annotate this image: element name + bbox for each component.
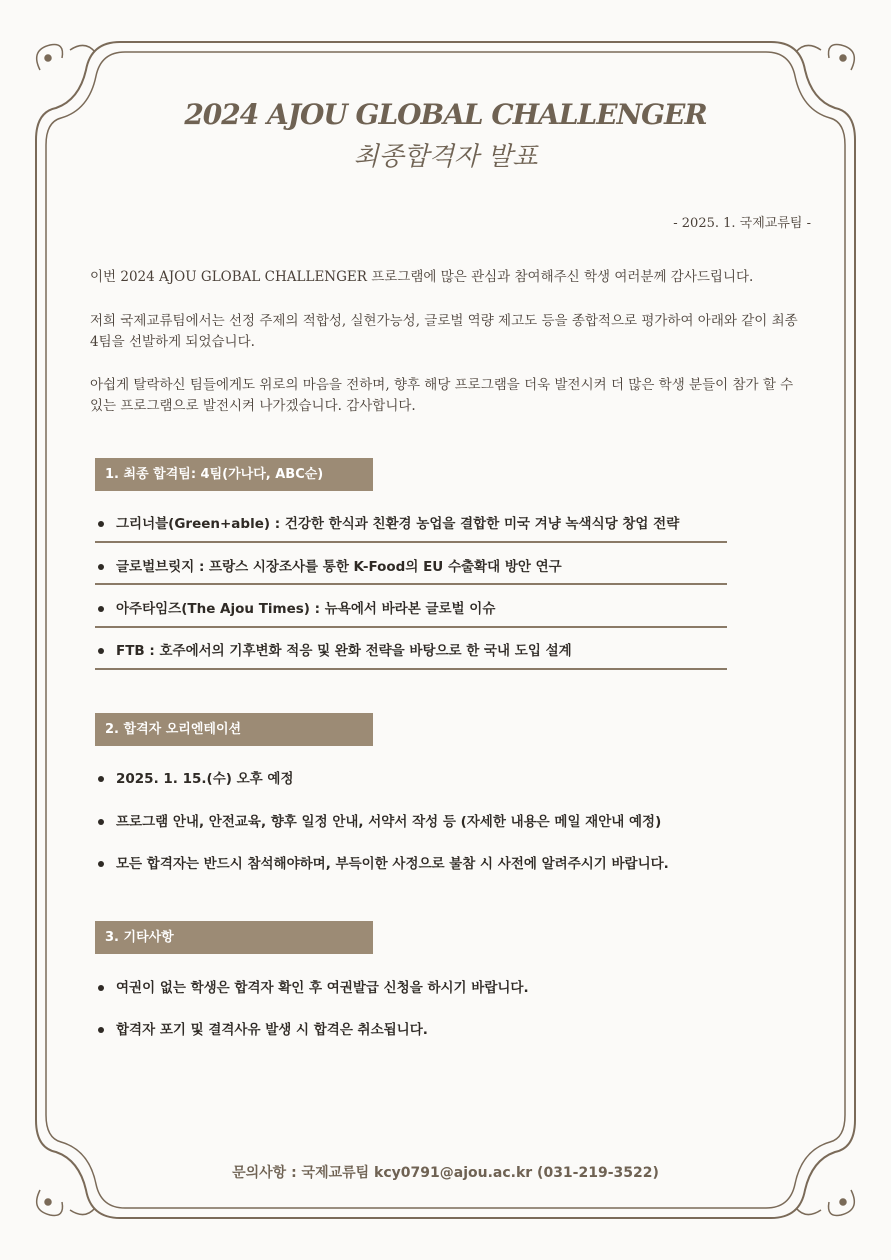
- bullet-icon: [98, 564, 104, 570]
- bullet-icon: [98, 1027, 104, 1033]
- title-korean: 최종합격자 발표: [353, 142, 538, 172]
- bullet-icon: [98, 776, 104, 782]
- divider: [95, 626, 727, 628]
- dateline: - 2025. 1. 국제교류팀 -: [673, 216, 811, 231]
- intro-paragraph-3: 아쉽게 탈락하신 팀들에게도 위로의 마음을 전하며, 향후 해당 프로그램을 더욱 발전시켜 더 많은 학생 분들이 참가 할 수 있는 프로그램으로 발전시켜 나가겠습니다. 감사합니다.: [90, 377, 794, 414]
- list-item: 합격자 포기 및 결격사유 발생 시 합격은 취소됩니다.: [95, 1018, 428, 1038]
- divider: [95, 668, 727, 670]
- list-item: 모든 합격자는 반드시 참석해야하며, 부득이한 사정으로 불참 시 사전에 알려주시기 바랍니다.: [95, 852, 669, 872]
- list-item: 프로그램 안내, 안전교육, 향후 일정 안내, 서약서 작성 등 (자세한 내용은 메일 재안내 예정): [95, 810, 661, 830]
- bullet-icon: [98, 985, 104, 991]
- section-header-orientation: 2. 합격자 오리엔테이션: [95, 713, 373, 746]
- divider: [95, 541, 727, 543]
- list-item: FTB : 호주에서의 기후변화 적응 및 완화 전략을 바탕으로 한 국내 도입 설계: [95, 639, 572, 659]
- section-header-final-teams: 1. 최종 합격팀: 4팀(가나다, ABC순): [95, 458, 373, 491]
- intro-paragraph-2: 저희 국제교류팀에서는 선정 주제의 적합성, 실현가능성, 글로벌 역량 제고도 등을 종합적으로 평가하여 아래와 같이 최종 4팀을 선발하게 되었습니다.: [90, 313, 798, 350]
- list-item: 글로벌브릿지 : 프랑스 시장조사를 통한 K-Food의 EU 수출확대 방안 연구: [95, 555, 562, 575]
- list-item: 아주타임즈(The Ajou Times) : 뉴욕에서 바라본 글로벌 이슈: [95, 597, 495, 617]
- bullet-icon: [98, 819, 104, 825]
- list-item: 여권이 없는 학생은 합격자 확인 후 여권발급 신청을 하시기 바랍니다.: [95, 976, 529, 996]
- list-item: 2025. 1. 15.(수) 오후 예정: [95, 767, 293, 787]
- title-english: 2024 AJOU GLOBAL CHALLENGER: [184, 98, 707, 131]
- section-header-other-notes: 3. 기타사항: [95, 921, 373, 954]
- contact-info: 문의사항 : 국제교류팀 kcy0791@ajou.ac.kr (031-219-3522): [232, 1165, 659, 1181]
- bullet-icon: [98, 606, 104, 612]
- bullet-icon: [98, 648, 104, 654]
- divider: [95, 583, 727, 585]
- bullet-icon: [98, 521, 104, 527]
- intro-paragraph-1: 이번 2024 AJOU GLOBAL CHALLENGER 프로그램에 많은 관심과 참여해주신 학생 여러분께 감사드립니다.: [90, 269, 754, 285]
- bullet-icon: [98, 861, 104, 867]
- list-item: 그리너블(Green+able) : 건강한 한식과 친환경 농업을 결합한 미국 겨냥 녹색식당 창업 전략: [95, 512, 679, 532]
